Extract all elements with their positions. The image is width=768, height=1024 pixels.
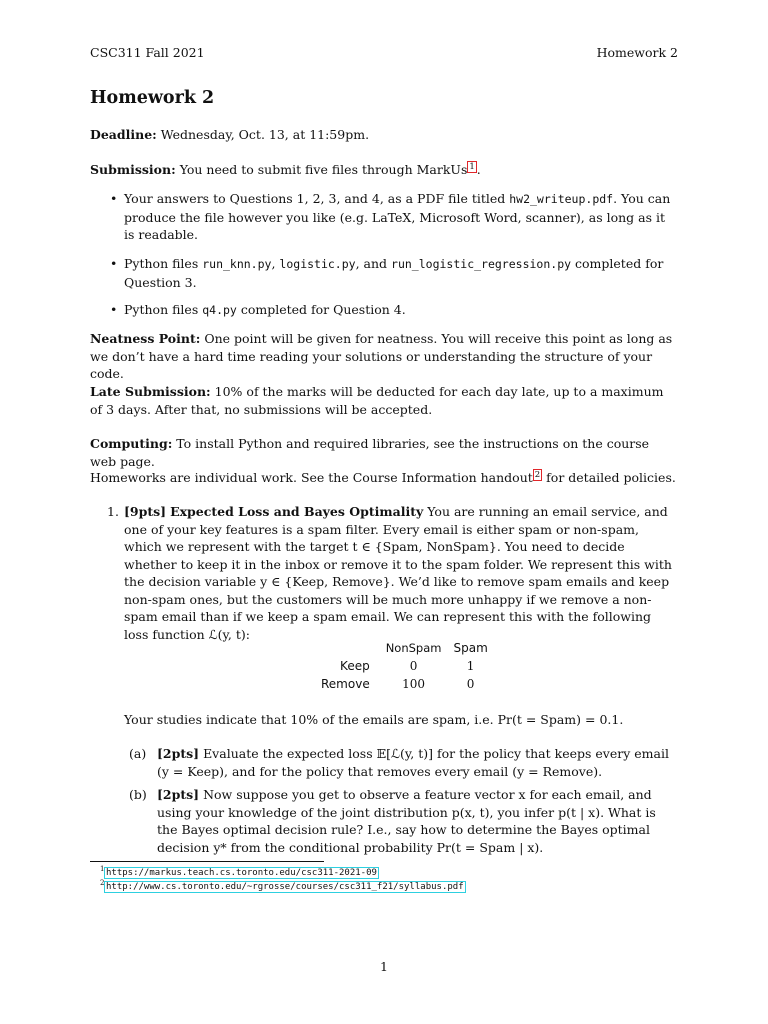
part-points: [2pts]	[157, 746, 200, 761]
bullet-text: ,	[271, 256, 280, 271]
table-row	[315, 676, 494, 694]
question-number: 1.	[107, 504, 119, 519]
footnote-2	[100, 879, 466, 894]
late-paragraph	[90, 383, 678, 418]
bullet-dot-icon: •	[110, 302, 118, 317]
row-label: Remove	[321, 677, 370, 692]
footnote-ref-2[interactable]: 2	[534, 469, 541, 480]
submission-label: Submission:	[90, 162, 176, 177]
neatness-text: One point will be given for neatness. You will receive this point as long as we don’t have a hard time reading your solutions or understanding the structure of your code.	[90, 331, 673, 381]
late-label: Late Submission:	[90, 384, 211, 399]
question-1	[107, 503, 678, 643]
question-heading: Expected Loss and Bayes Optimality	[170, 504, 424, 519]
table-cell: 100	[402, 677, 426, 692]
bullet-item	[110, 190, 678, 244]
computing-label: Computing:	[90, 436, 173, 451]
computing-text: To install Python and required libraries, see the instructions on the course web page.	[90, 436, 650, 469]
bullet-text: . You can produce the file however you like (e.g. LaTeX, Microsoft Word, scanner), as long as it is readable.	[124, 191, 671, 242]
bullet-text: Python files	[124, 302, 203, 317]
bullet-text: completed for Question 3.	[124, 256, 664, 290]
part-points: [2pts]	[157, 787, 200, 802]
page-title: Homework 2	[90, 88, 215, 108]
computing-paragraph	[90, 435, 678, 470]
footnote-rule	[90, 861, 324, 862]
bullet-item	[110, 255, 678, 291]
page-number: 1	[380, 959, 388, 974]
question-part-b	[124, 786, 678, 856]
table-cell: 0	[466, 677, 475, 692]
header-course: CSC311 Fall 2021	[90, 45, 205, 60]
deadline-paragraph	[90, 126, 678, 144]
footnote-1	[100, 865, 379, 880]
filename-code: run_logistic_regression.py	[391, 257, 572, 271]
filename-code: hw2_writeup.pdf	[509, 192, 614, 206]
filename-code: run_knn.py	[202, 257, 272, 271]
bullet-dot-icon: •	[110, 256, 118, 271]
footnote-ref-1[interactable]: 1	[469, 161, 475, 172]
row-label: Keep	[340, 659, 370, 674]
question-body: You are running an email service, and one of your key features is a spam filter. Every email is either spam or non-spam, which we represent with the target t ∈ {Spam, NonSpam}. You need to decide whether to keep it in the inbox or remove it to the spam folder. We represent this with the decision variable y ∈ {Keep, Remove}. We’d like to remove spam emails and keep non-spam ones, but the customers will be much more unhappy if we remove a non-spam email than if we keep a spam email. We can represent this with the following loss function ℒ(y, t):	[124, 504, 672, 642]
running-header	[90, 44, 678, 62]
individual-work-paragraph	[90, 469, 678, 487]
submission-text: You need to submit five files through MarkUs	[179, 162, 468, 177]
bullet-text: , and	[355, 256, 392, 271]
column-header: Spam	[453, 641, 488, 656]
bullet-text: Your answers to Questions 1, 2, 3, and 4, as a PDF file titled	[124, 191, 510, 206]
part-text: Evaluate the expected loss 𝔼[ℒ(y, t)] for the policy that keeps every email (y = Keep), and for the policy that removes every email (y = Remove).	[157, 746, 669, 779]
deadline-text: Wednesday, Oct. 13, at 11:59pm.	[160, 127, 370, 142]
bullet-text: completed for Question 4.	[236, 302, 406, 317]
submission-paragraph	[90, 161, 678, 179]
part-text: Now suppose you get to observe a feature vector x for each email, and using your knowledge of the joint distribution p(x, t), you infer p(t | x). What is the Bayes optimal decision rule? I.e., say how to determine the Bayes optimal decision y* from the conditional probability Pr(t = Spam | x).	[157, 787, 656, 855]
question-part-a	[124, 745, 678, 780]
footnote-number: 2	[100, 879, 105, 887]
individual-text: for detailed policies.	[542, 470, 676, 485]
individual-text: Homeworks are individual work. See the Course Information handout	[90, 470, 533, 485]
filename-code: logistic.py	[279, 257, 356, 271]
bullet-dot-icon: •	[110, 191, 118, 206]
column-header: NonSpam	[385, 641, 442, 656]
neatness-paragraph	[90, 330, 678, 383]
table-cell: 1	[466, 659, 475, 674]
footnote-link[interactable]: https://markus.teach.cs.toronto.edu/csc311-2021-09	[106, 868, 377, 878]
part-label: (b)	[129, 787, 147, 802]
part-label: (a)	[129, 746, 147, 761]
late-text: 10% of the marks will be deducted for each day late, up to a maximum of 3 days. After that, no submissions will be accepted.	[90, 384, 664, 417]
submission-end: .	[476, 162, 481, 177]
prior-paragraph: Your studies indicate that 10% of the emails are spam, i.e. Pr(t = Spam) = 0.1.	[124, 712, 624, 727]
filename-code: q4.py	[202, 303, 237, 317]
header-homework: Homework 2	[596, 45, 678, 60]
bullet-item	[110, 301, 678, 320]
table-row	[315, 658, 494, 676]
question-points: [9pts]	[124, 504, 167, 519]
deadline-label: Deadline:	[90, 127, 157, 142]
footnote-number: 1	[100, 865, 105, 873]
footnote-link[interactable]: http://www.cs.toronto.edu/~rgrosse/courses/csc311_f21/syllabus.pdf	[106, 882, 464, 892]
bullet-text: Python files	[124, 256, 203, 271]
loss-table	[315, 640, 494, 694]
neatness-label: Neatness Point:	[90, 331, 201, 346]
table-cell: 0	[409, 659, 418, 674]
